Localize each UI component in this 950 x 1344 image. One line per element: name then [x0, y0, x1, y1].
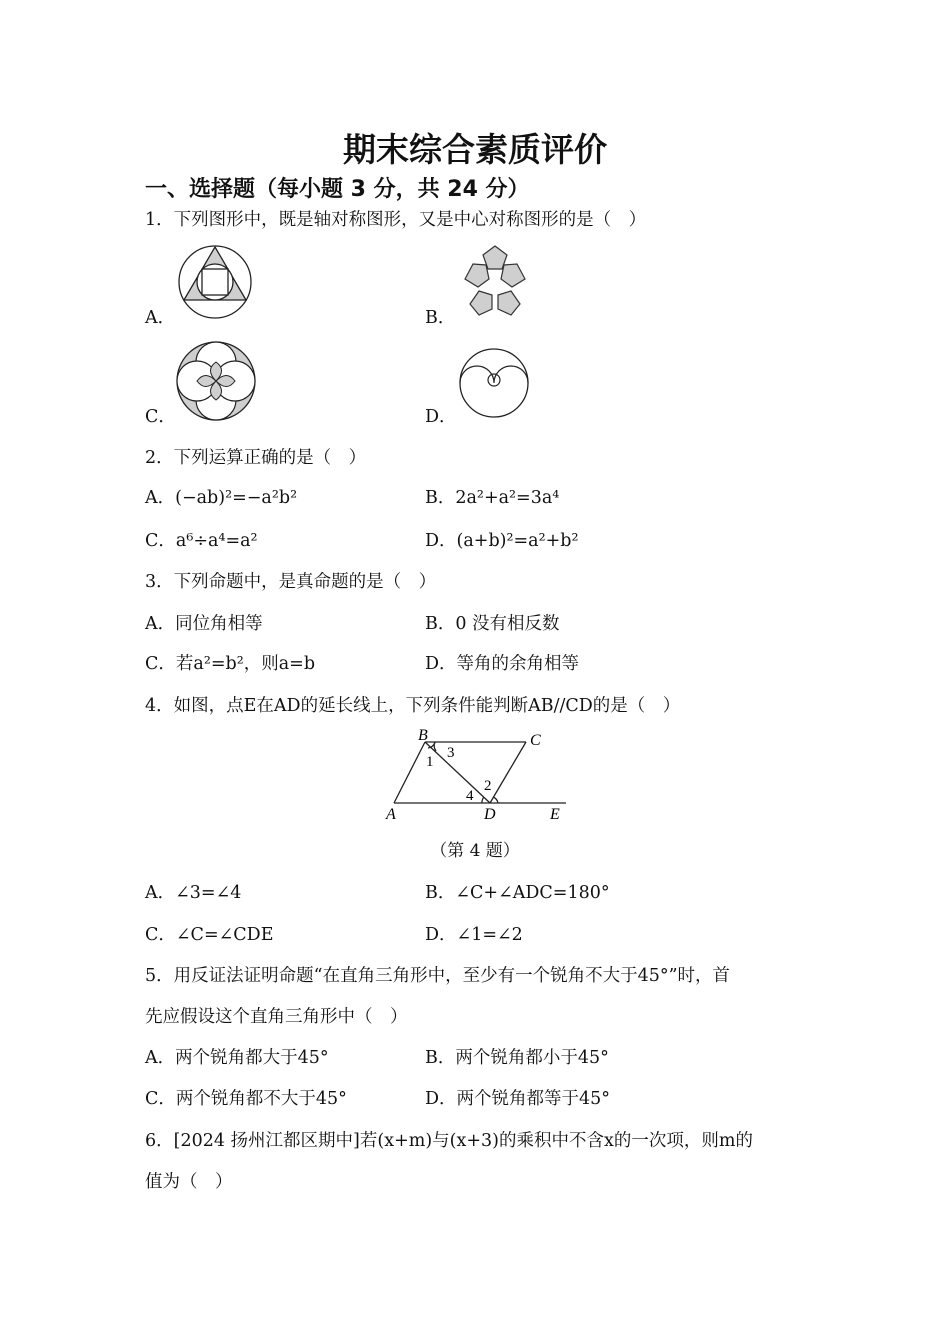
fig-label-d: D — [484, 806, 496, 823]
q4-figure-caption: （第 4 题） — [430, 841, 520, 861]
question-3-stem: 3．下列命题中，是真命题的是（ ） — [145, 572, 437, 592]
q5-option-a: A．两个锐角都大于45° — [145, 1048, 329, 1068]
q4-option-d: D．∠1=∠2 — [425, 925, 523, 945]
q1-figure-a — [176, 243, 256, 323]
q4-option-c: C．∠C=∠CDE — [145, 925, 274, 945]
question-5-stem-line-2: 先应假设这个直角三角形中（ ） — [145, 1007, 408, 1027]
q4-option-b: B．∠C+∠ADC=180° — [425, 883, 610, 903]
question-5-stem-line-1: 5．用反证法证明命题“在直角三角形中，至少有一个锐角不大于45°”时，首 — [145, 966, 731, 986]
q2-option-b: B．2a²+a²=3a⁴ — [425, 488, 560, 508]
q3-option-a: A．同位角相等 — [145, 614, 263, 634]
fig-label-a: A — [386, 806, 396, 823]
q1-option-c-label: C． — [145, 407, 176, 427]
page-title: 期末综合素质评价 — [343, 130, 607, 169]
q3-option-d: D．等角的余角相等 — [425, 654, 580, 674]
question-4-stem: 4．如图，点E在AD的延长线上，下列条件能判断AB//CD的是（ ） — [145, 696, 681, 716]
fig-label-c: C — [530, 732, 541, 749]
q2-option-a: A．(−ab)²=−a²b² — [145, 488, 298, 508]
q1-option-d-label: D． — [425, 407, 457, 427]
question-6-stem-line-1: 6．[2024 扬州江都区期中]若(x+m)与(x+3)的乘积中不含x的一次项，则m的 — [145, 1131, 753, 1151]
q2-option-d: D．(a+b)²=a²+b² — [425, 531, 579, 551]
q1-option-b-label: B． — [425, 308, 456, 328]
question-6-stem-line-2: 值为（ ） — [145, 1172, 233, 1192]
q1-figure-d — [457, 346, 531, 420]
q1-figure-b — [456, 242, 534, 322]
fig-label-angle-1: 1 — [426, 754, 434, 770]
q5-option-c: C．两个锐角都不大于45° — [145, 1089, 347, 1109]
q5-option-b: B．两个锐角都小于45° — [425, 1048, 609, 1068]
section-heading: 一、选择题（每小题 3 分，共 24 分） — [145, 177, 530, 202]
q1-figure-c — [175, 340, 257, 422]
question-1-stem: 1．下列图形中，既是轴对称图形，又是中心对称图形的是（ ） — [145, 210, 647, 230]
fig-label-e: E — [550, 806, 560, 823]
question-2-stem: 2．下列运算正确的是（ ） — [145, 448, 367, 468]
fig-label-angle-2: 2 — [484, 778, 492, 794]
fig-label-b: B — [418, 727, 428, 744]
q3-option-c: C．若a²=b²，则a=b — [145, 654, 316, 674]
fig-label-angle-4: 4 — [466, 788, 474, 804]
q4-option-a: A．∠3=∠4 — [145, 883, 242, 903]
q1-option-a-label: A． — [145, 308, 176, 328]
q5-option-d: D．两个锐角都等于45° — [425, 1089, 611, 1109]
q3-option-b: B．0 没有相反数 — [425, 614, 560, 634]
q2-option-c: C．a⁶÷a⁴=a² — [145, 531, 258, 551]
q4-geometry-figure — [380, 726, 580, 826]
fig-label-angle-3: 3 — [447, 745, 455, 761]
